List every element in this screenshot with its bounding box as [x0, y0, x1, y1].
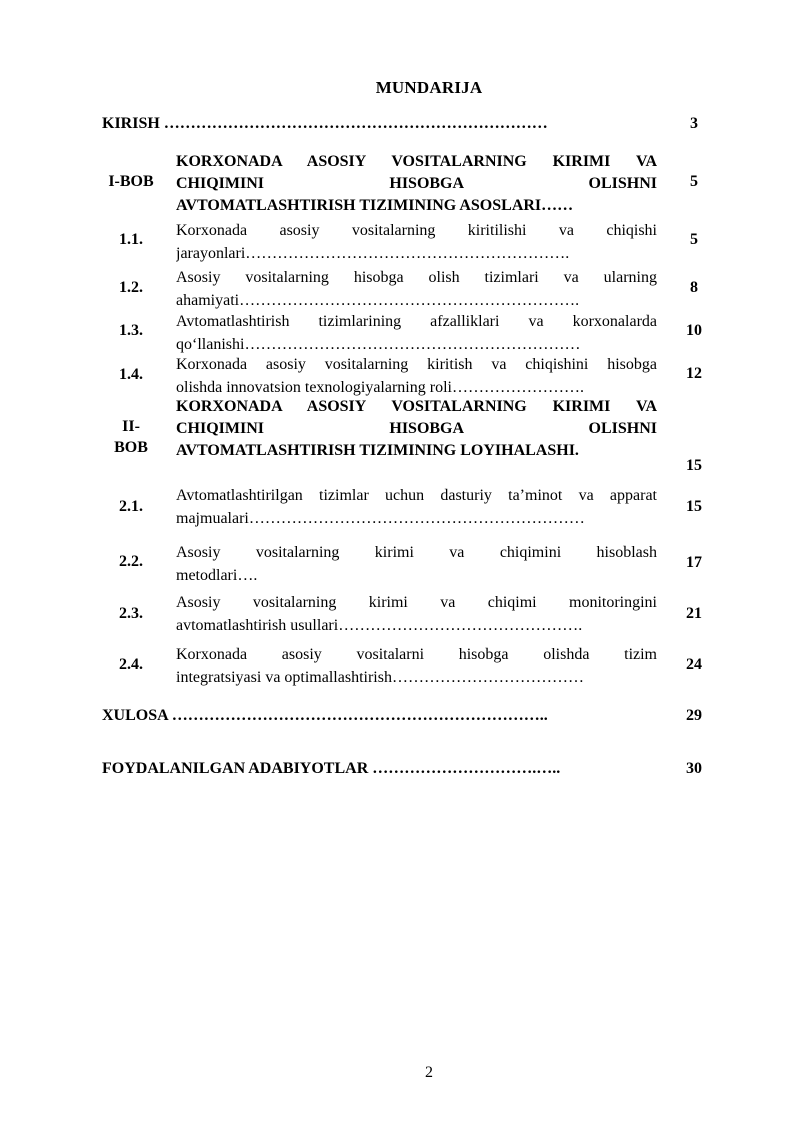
section-number: 1.1. — [119, 231, 143, 248]
toc-entry-references-text: FOYDALANILGAN ADABIYOTLAR ………………………….….. — [102, 760, 561, 777]
section-page: 10 — [686, 322, 702, 339]
section-title-line: avtomatlashtirish usullari………………………………………. — [176, 617, 583, 634]
chapter-1-title — [176, 151, 657, 217]
section-page: 17 — [686, 554, 702, 571]
toc-entry-intro-text: KIRISH ……………………………………………………………… — [102, 115, 548, 132]
section-page: 5 — [690, 231, 698, 248]
chapter-2-title-line: AVTOMATLASHTIRISH TIZIMINING LOYIHALASHI. — [176, 442, 579, 459]
section-page: 8 — [690, 279, 698, 296]
section-title-line: Avtomatlashtirish tizimlarining afzalliklari va korxonalarda — [176, 313, 657, 330]
section-title-line: Asosiy vositalarning kirimi va chiqimi monitoringini — [176, 594, 657, 611]
section-title-line: Korxonada asosiy vositalarning kiritilishi va chiqishi — [176, 222, 657, 239]
chapter-1-title-line: CHIQIMINI HISOBGA OLISHNI — [176, 175, 657, 192]
section-number: 1.2. — [119, 279, 143, 296]
toc-entry-references-page: 30 — [686, 760, 702, 777]
section-title-line: Asosiy vositalarning kirimi va chiqimini hisoblash — [176, 544, 657, 561]
section-number: 2.3. — [119, 605, 143, 622]
chapter-1-page: 5 — [690, 173, 698, 190]
section-title-line: metodlari…. — [176, 567, 258, 584]
chapter-2-label-bottom: BOB — [114, 439, 148, 456]
chapter-1-label: I-BOB — [108, 173, 154, 190]
toc-entry-intro-page: 3 — [690, 115, 698, 132]
section-title — [176, 484, 657, 530]
section-page: 15 — [686, 498, 702, 515]
toc-heading: MUNDARIJA — [375, 78, 483, 97]
section-title-line: integratsiyasi va optimallashtirish……………………………… — [176, 669, 584, 686]
section-number: 1.4. — [119, 366, 143, 383]
section-title-line: jarayonlari……………………………………………………. — [176, 245, 570, 262]
section-page: 21 — [686, 605, 702, 622]
section-title — [176, 541, 657, 587]
section-number: 2.2. — [119, 553, 143, 570]
chapter-2-title — [176, 396, 657, 462]
chapter-1-title-line: KORXONADA ASOSIY VOSITALARNING KIRIMI VA — [176, 153, 657, 170]
section-title — [176, 353, 657, 399]
chapter-1-title-line: AVTOMATLASHTIRISH TIZIMINING ASOSLARI…… — [176, 197, 574, 214]
section-page: 24 — [686, 656, 702, 673]
section-title-line: Avtomatlashtirilgan tizimlar uchun dasturiy ta’minot va apparat — [176, 487, 657, 504]
section-title-line: majmualari……………………………………………………… — [176, 510, 585, 527]
page-number: 2 — [425, 1064, 433, 1081]
section-title — [176, 310, 657, 356]
section-number: 2.4. — [119, 656, 143, 673]
section-number: 2.1. — [119, 498, 143, 515]
section-title-line: Korxonada asosiy vositalarning kiritish va chiqishini hisobga — [176, 356, 657, 373]
section-page: 12 — [686, 365, 702, 382]
section-title-line: Korxonada asosiy vositalarni hisobga olishda tizim — [176, 646, 657, 663]
section-title — [176, 591, 657, 637]
section-title-line: qo‘llanishi……………………………………………………… — [176, 336, 581, 353]
section-number: 1.3. — [119, 322, 143, 339]
toc-entry-conclusion-page: 29 — [686, 707, 702, 724]
chapter-2-title-line: KORXONADA ASOSIY VOSITALARNING KIRIMI VA — [176, 398, 657, 415]
chapter-2-title-line: CHIQIMINI HISOBGA OLISHNI — [176, 420, 657, 437]
chapter-2-label-top: II- — [122, 418, 140, 435]
section-title-line: ahamiyati………………………………………………………. — [176, 292, 580, 309]
chapter-2-label — [96, 416, 166, 458]
section-title-line: olishda innovatsion texnologiyalarning roli……………………. — [176, 379, 584, 396]
section-title — [176, 643, 657, 689]
chapter-2-page: 15 — [686, 457, 702, 474]
section-title — [176, 266, 657, 312]
section-title — [176, 219, 657, 265]
section-title-line: Asosiy vositalarning hisobga olish tizimlari va ularning — [176, 269, 657, 286]
toc-entry-conclusion-text: XULOSA …………………………………………………………….. — [102, 707, 548, 724]
